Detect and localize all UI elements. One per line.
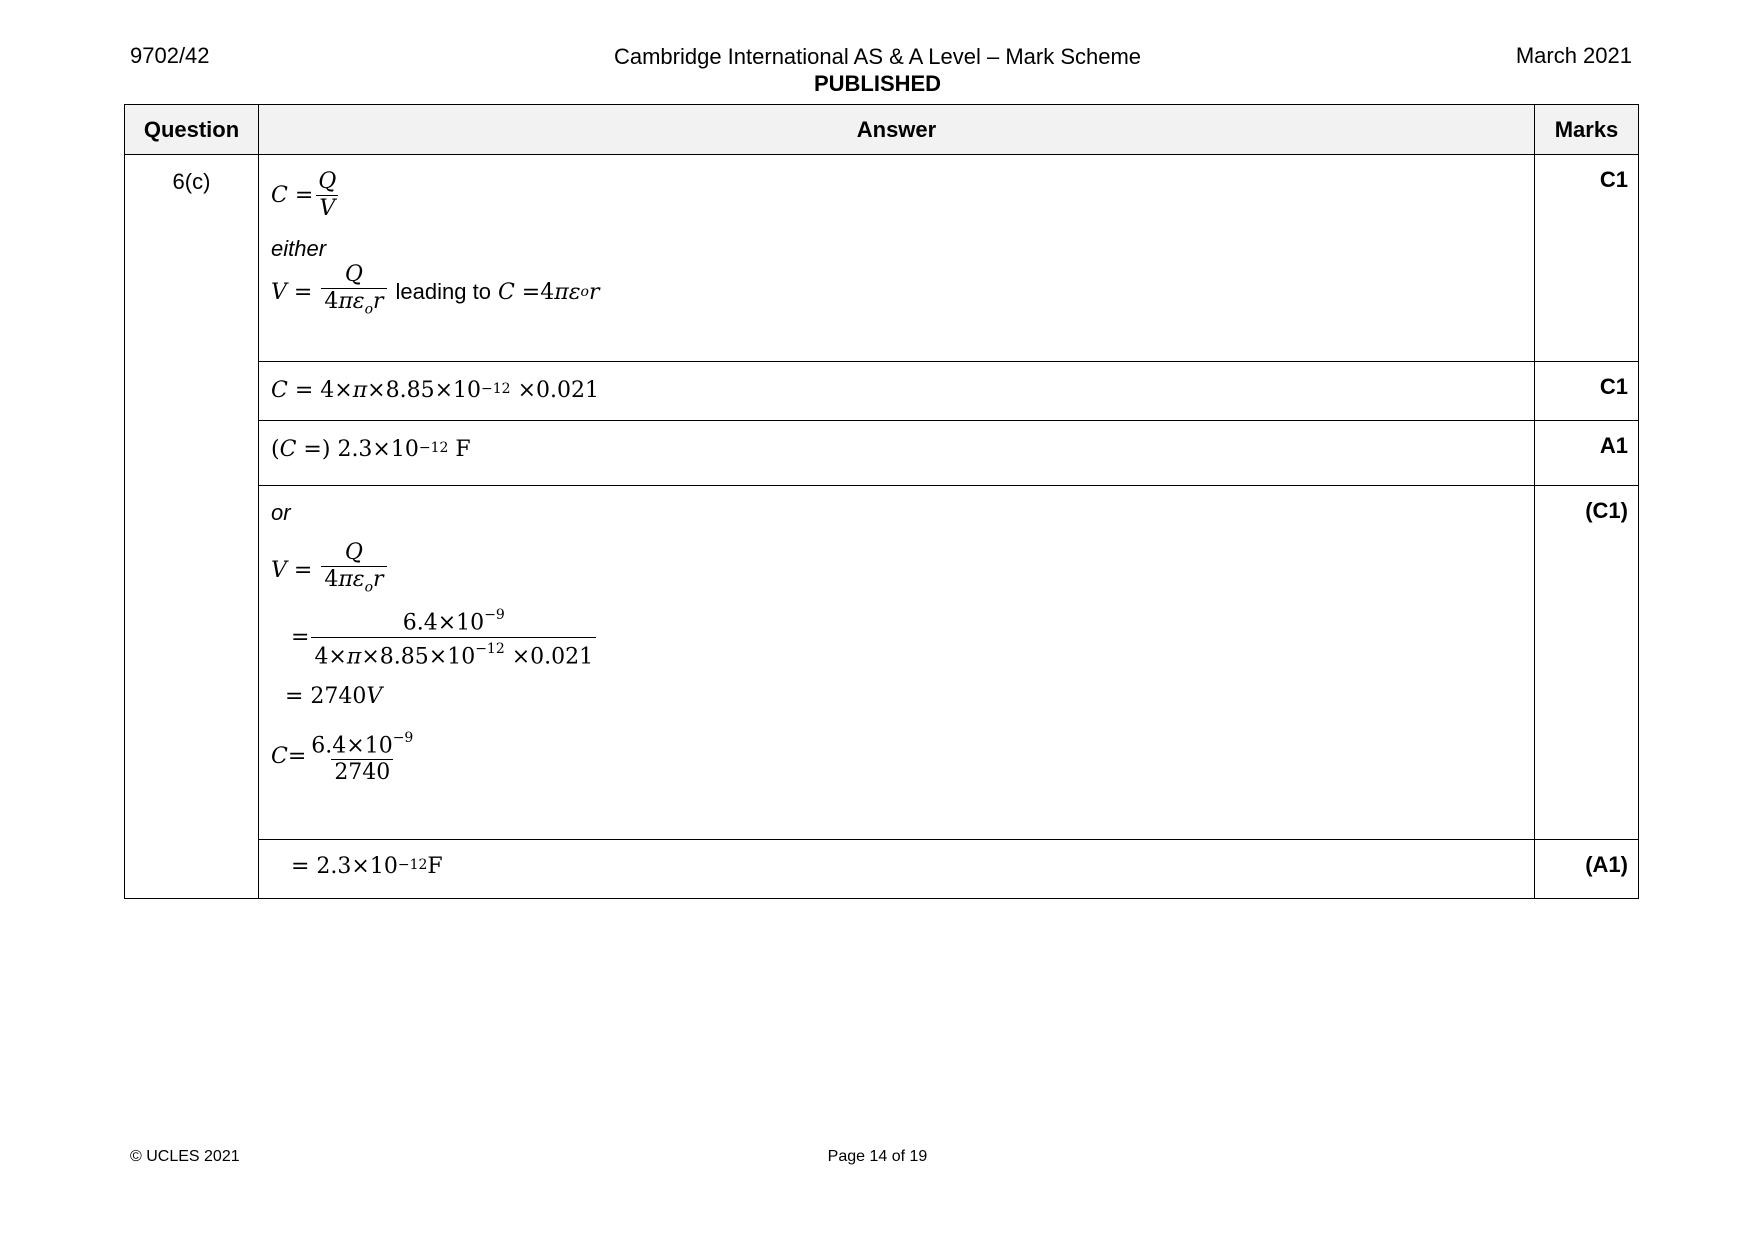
column-header-marks: Marks xyxy=(1535,105,1639,155)
page-number: Page 14 of 19 xyxy=(827,1148,928,1165)
equation-v-q-over-4pi: V = $\frac{Q}{4\pi\varepsilon_or}$ xyxy=(271,540,1534,600)
answer-cell xyxy=(259,421,1535,486)
answer-cell xyxy=(259,840,1535,899)
column-header-answer: Answer xyxy=(259,105,1535,155)
mark-value: C1 xyxy=(1535,362,1639,421)
mark-value: (C1) xyxy=(1535,486,1639,840)
equation-c-result: ( C =) 2.3×10 $^{-12}$ F xyxy=(271,437,471,462)
mark-scheme-table xyxy=(124,104,1639,899)
table-row xyxy=(125,362,1639,421)
either-label: either xyxy=(271,236,327,261)
equation-c-q-over-v-numeric: C = $\frac{6.4\times 10^{-9}}{2740}$ xyxy=(271,730,414,786)
table-header-row xyxy=(125,105,1639,155)
table-row xyxy=(125,840,1639,899)
equation-c-q-over-v: C = $\frac{Q}{V}$ xyxy=(271,169,337,221)
copyright: © UCLES 2021 xyxy=(130,1148,240,1165)
or-label: or xyxy=(271,500,291,525)
document-code: 9702/42 xyxy=(130,43,210,68)
equation-v-substitution: = $\frac{6.4\times 10^{-9}}{4\times\pi\times 8.85\times 10^{-12} \times 0.021}$ xyxy=(271,604,1534,670)
mark-value: (A1) xyxy=(1535,840,1639,899)
table-row xyxy=(125,421,1639,486)
document-date: March 2021 xyxy=(1515,43,1632,68)
answer-cell xyxy=(259,486,1535,840)
leading-to-text: leading to xyxy=(395,279,491,305)
column-header-question: Question xyxy=(125,105,259,155)
question-number: 6(c) xyxy=(125,155,259,899)
answer-cell xyxy=(259,155,1535,362)
answer-cell xyxy=(259,362,1535,421)
mark-value: C1 xyxy=(1535,155,1639,362)
equation-v-result: = 2740 V xyxy=(285,684,383,710)
document-status: PUBLISHED xyxy=(813,71,942,96)
document-title-block xyxy=(0,43,1755,97)
document-title: Cambridge International AS & A Level – Mark Scheme xyxy=(613,44,1142,69)
equation-c-substitution: C = 4× π ×8.85×10 $^{-12}$ ×0.021 xyxy=(271,378,599,403)
table-row xyxy=(125,155,1639,362)
equation-final-c: = 2.3×10 $^{-12}$ F xyxy=(291,854,443,879)
mark-value: A1 xyxy=(1535,421,1639,486)
table-row xyxy=(125,486,1639,840)
equation-v-leading-to-c: V = $\frac{Q}{4\pi\varepsilon_or}$ leading to C =4 πε o r xyxy=(271,262,1534,322)
